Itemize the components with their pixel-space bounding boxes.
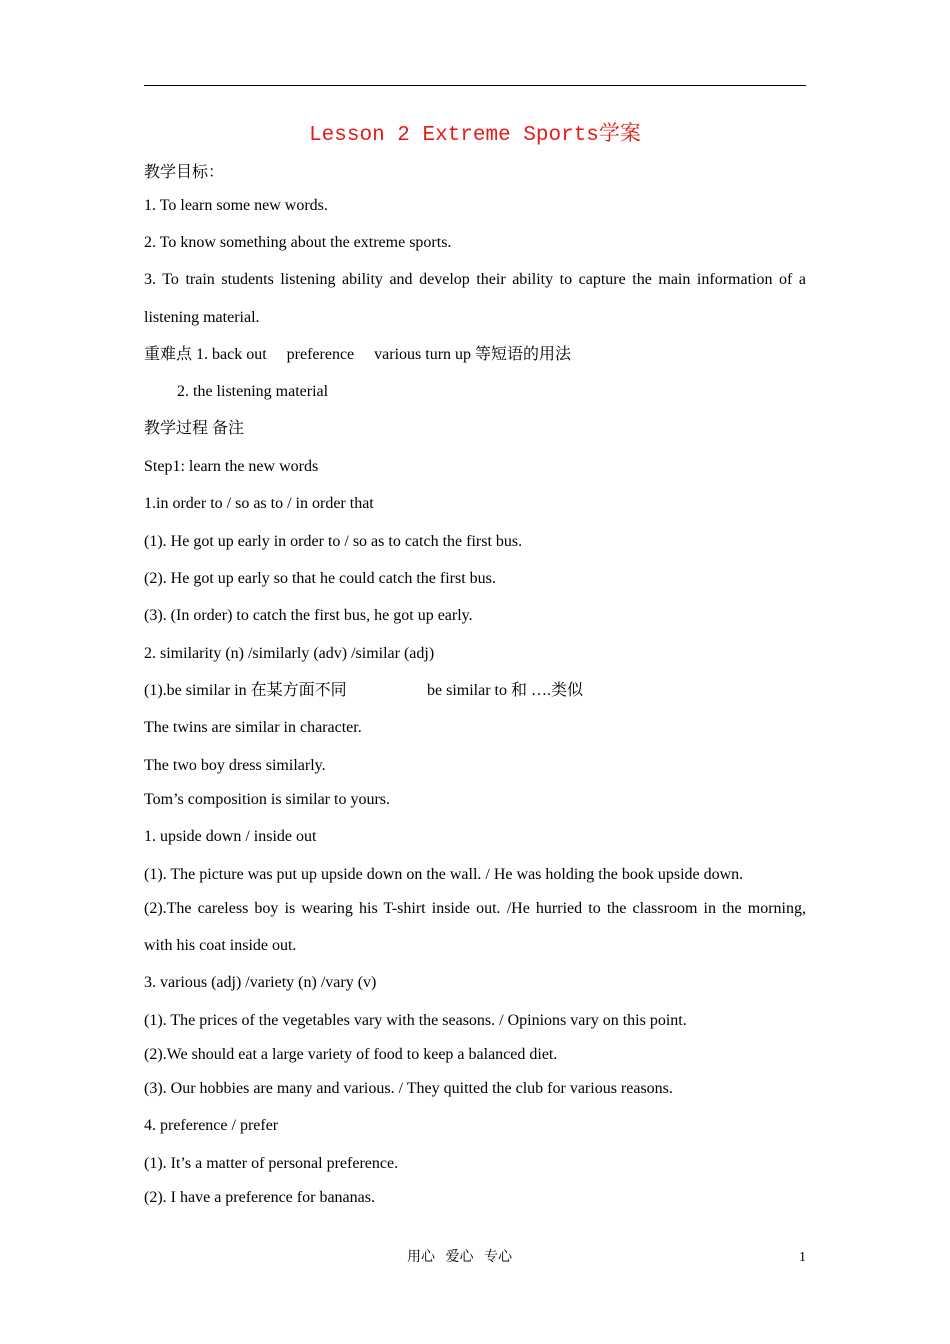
text-line: 2. similarity (n) /similarly (adv) /similar (adj) xyxy=(144,645,435,662)
text-line: (1). The prices of the vegetables vary with the seasons. / Opinions vary on this point. xyxy=(144,1012,687,1029)
text-line: (2). I have a preference for bananas. xyxy=(144,1189,375,1206)
text-line: with his coat inside out. xyxy=(144,937,297,954)
text-line: (1). He got up early in order to / so as to catch the first bus. xyxy=(144,533,523,550)
text-line: (3). Our hobbies are many and various. / They quitted the club for various reasons. xyxy=(144,1080,673,1097)
text-line: (2).The careless boy is wearing his T-shirt inside out. /He hurried to the classroom in the morning, xyxy=(144,900,806,917)
text-line: 1.in order to / so as to / in order that xyxy=(144,495,374,512)
text-line: (1). The picture was put up upside down on the wall. / He was holding the book upside down. xyxy=(144,866,744,883)
text-line: (2). He got up early so that he could catch the first bus. xyxy=(144,570,496,587)
text-line-objectives-heading: 教学目标： xyxy=(144,164,225,181)
text-line: The two boy dress similarly. xyxy=(144,757,326,774)
text-line-step-heading: Step1: learn the new words xyxy=(144,458,319,475)
text-line: (3). (In order) to catch the first bus, he got up early. xyxy=(144,607,473,624)
text-line: 2. the listening material xyxy=(177,383,329,400)
text-line: (2).We should eat a large variety of food to keep a balanced diet. xyxy=(144,1046,558,1063)
page-number: 1 xyxy=(799,1250,806,1265)
text-line: 4. preference / prefer xyxy=(144,1117,279,1134)
text-line: 2. To know something about the extreme sports. xyxy=(144,234,452,251)
text-line: 1. upside down / inside out xyxy=(144,828,317,845)
text-line: be similar to 和 ….类似 xyxy=(427,682,583,699)
text-line: listening material. xyxy=(144,309,260,326)
text-line: The twins are similar in character. xyxy=(144,719,362,736)
page-title: Lesson 2 Extreme Sports学案 xyxy=(309,124,641,147)
text-line: 3. To train students listening ability and develop their ability to capture the main information of a xyxy=(144,271,806,288)
text-line: (1). It’s a matter of personal preference. xyxy=(144,1155,399,1172)
footer-motto: 用心 爱心 专心 xyxy=(407,1250,512,1265)
text-line-process-heading: 教学过程 备注 xyxy=(144,420,245,437)
text-line: 3. various (adj) /variety (n) /vary (v) xyxy=(144,974,377,991)
text-line: 1. To learn some new words. xyxy=(144,197,328,214)
text-line: Tom’s composition is similar to yours. xyxy=(144,791,390,808)
header-rule xyxy=(144,85,806,86)
text-line: (1).be similar in 在某方面不同 xyxy=(144,682,347,699)
text-line-key-points: 重难点 1. back out preference various turn up 等短语的用法 xyxy=(144,346,572,363)
